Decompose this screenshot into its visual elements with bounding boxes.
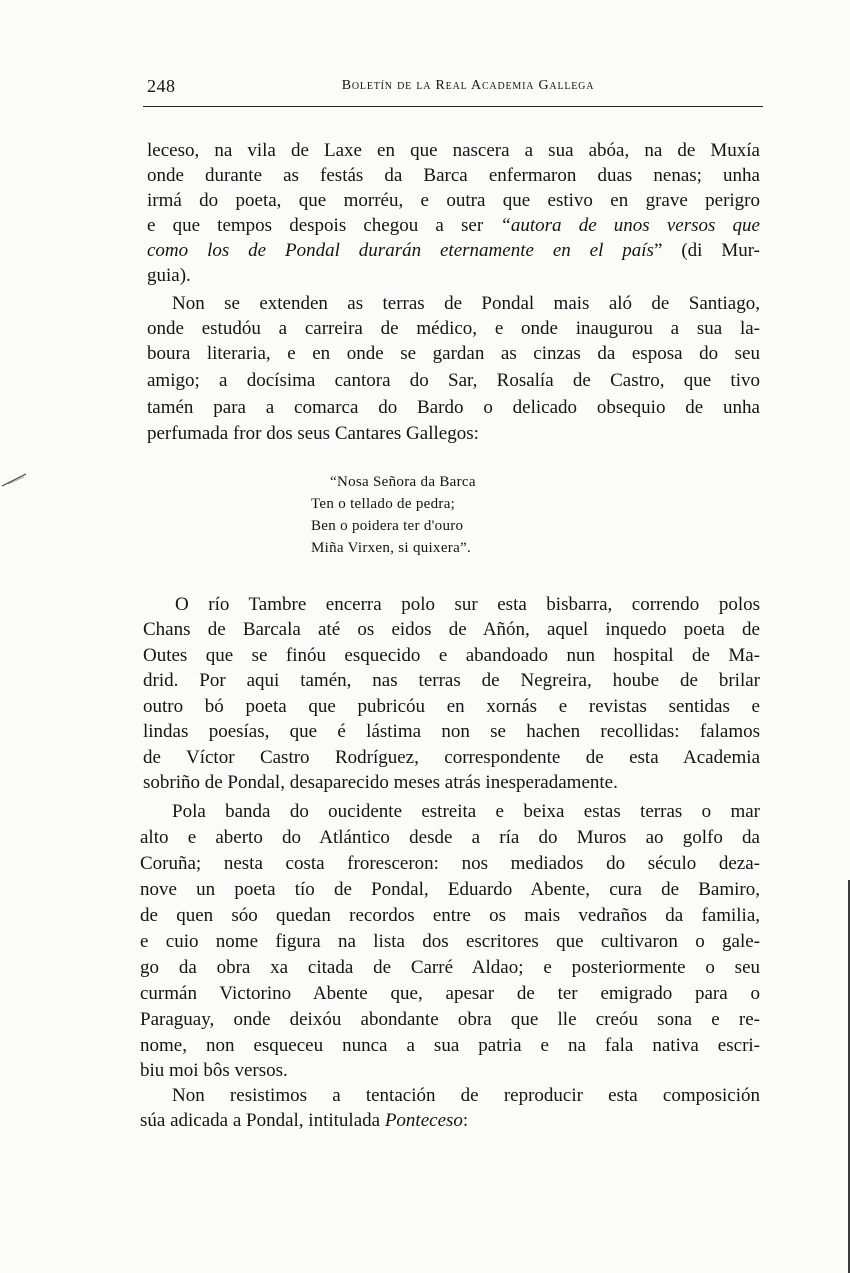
text-line: curmán Victorino Abente que, apesar de ter emigrado para o	[140, 983, 760, 1004]
text-line: perfumada fror dos seus Cantares Gallegos:	[147, 423, 479, 444]
text-line: nome, non esqueceu nunca a sua patria e na fala nativa escri-	[140, 1035, 760, 1056]
text-line: Non se extenden as terras de Pondal mais aló de Santiago,	[172, 293, 760, 314]
text-line: biu moi bôs versos.	[140, 1060, 288, 1081]
quoted-italic: “autora de unos versos que	[500, 215, 760, 236]
text-line: boura literaria, e en onde se gardan as cinzas da esposa do seu	[147, 343, 760, 364]
poem-title: Ponteceso	[384, 1110, 463, 1131]
text-line: onde durante as festás da Barca enfermaron duas nenas; unha	[147, 165, 760, 186]
text-line	[147, 213, 760, 239]
text-line: outro bó poeta que pubricóu en xornás e revistas sentidas e	[143, 696, 760, 717]
verse-line: Ben o poidera ter d'ouro	[311, 518, 464, 534]
verse-line: “Nosa Señora da Barca	[330, 474, 476, 490]
text-line: e cuio nome figura na lista dos escritores que cultivaron o gale-	[140, 931, 760, 952]
page-edge-shadow	[838, 880, 850, 1273]
margin-pen-stroke	[0, 470, 30, 490]
text-line: guia).	[147, 265, 191, 286]
text-line: nove un poeta tío de Pondal, Eduardo Abente, cura de Bamiro,	[140, 879, 760, 900]
text-run: e que tempos despois chegou a ser	[147, 215, 501, 236]
text-line: amigo; a docísima cantora do Sar, Rosalía de Castro, que tivo	[147, 370, 760, 391]
text-line: go da obra xa citada de Carré Aldao; e posteriormente o seu	[140, 957, 760, 978]
text-line: Pola banda do oucidente estreita e beixa estas terras o mar	[172, 801, 760, 822]
text-line: Non resistimos a tentación de reproducir esta composición	[172, 1085, 760, 1106]
text-line: Paraguay, onde deixóu abondante obra que lle creóu sona e re-	[140, 1009, 760, 1030]
text-line	[147, 238, 760, 264]
text-line: Coruña; nesta costa froresceron: nos mediados do século deza-	[140, 853, 760, 874]
text-line: Chans de Barcala até os eidos de Añón, aquel inquedo poeta de	[143, 619, 760, 640]
text-run: ” (di Mur-	[653, 240, 761, 261]
text-line: O río Tambre encerra polo sur esta bisbarra, correndo polos	[175, 594, 760, 615]
text-line: alto e aberto do Atlántico desde a ría do Muros ao golfo da	[140, 827, 760, 848]
running-head: Boletín de la Real Academia Gallega	[341, 78, 595, 93]
verse-line: Miña Virxen, si quixera”.	[311, 540, 472, 556]
page-header	[143, 76, 763, 98]
quoted-italic: como los de Pondal durarán eternamente en el país	[147, 240, 654, 261]
text-line: onde estudóu a carreira de médico, e onde inaugurou a sua la-	[147, 318, 760, 339]
page-number: 248	[147, 76, 176, 96]
text-line: irmá do poeta, que morréu, e outra que estivo en grave perigro	[147, 190, 760, 211]
text-run: súa adicada a Pondal, intitulada	[140, 1110, 385, 1131]
text-line: Outes que se finóu esquecido e abandoado nun hospital de Ma-	[143, 645, 760, 666]
text-line: tamén para a comarca do Bardo o delicado obsequio de unha	[147, 397, 760, 418]
text-line: drid. Por aqui tamén, nas terras de Negreira, hoube de brilar	[143, 670, 760, 691]
text-line: lindas poesías, que é lástima non se hachen recollidas: falamos	[143, 721, 760, 742]
header-rule	[143, 106, 763, 107]
text-run: :	[462, 1110, 469, 1131]
text-line: de Víctor Castro Rodríguez, correspondente de esta Academia	[143, 747, 760, 768]
verse-line: Ten o tellado de pedra;	[311, 496, 456, 512]
text-line: sobriño de Pondal, desaparecido meses atrás inesperadamente.	[143, 772, 618, 793]
text-line: de quen sóo quedan recordos entre os mais vedraños da familia,	[140, 905, 760, 926]
text-line	[140, 1108, 760, 1134]
text-line: leceso, na vila de Laxe en que nascera a sua abóa, na de Muxía	[147, 140, 760, 161]
